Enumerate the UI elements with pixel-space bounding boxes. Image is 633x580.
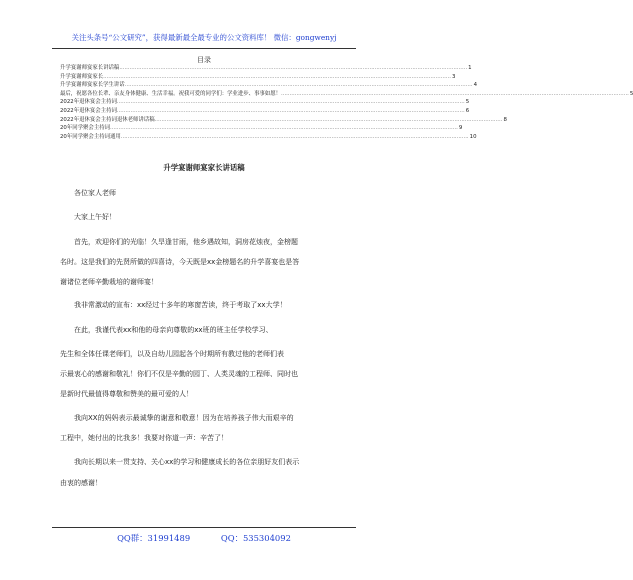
toc-leader [281, 90, 629, 99]
toc-item-page: 8 [503, 116, 507, 123]
toc-leader [110, 124, 458, 133]
toc-item-text: 升学宴谢师宴家长学生讲话 [60, 82, 125, 89]
paragraph-line: 谢诸位老师辛勤栽培的谢师宴！ [60, 278, 158, 286]
toc-item[interactable] [60, 116, 507, 125]
toc-item[interactable] [60, 81, 477, 90]
footer-divider [52, 527, 356, 528]
qq-group-text: QQ群：31991489 [117, 533, 191, 543]
toc-leader [117, 98, 465, 107]
paragraph-line: 我向长期以来一贯支持、关心xx的学习和健康成长的各位亲朋好友们表示 [74, 458, 300, 466]
toc-item-page: 1 [468, 65, 472, 71]
document-title: 升学宴谢师宴家长讲话稿 [163, 163, 245, 172]
toc-item[interactable] [60, 124, 463, 133]
table-of-contents [60, 64, 633, 141]
toc-leader [117, 107, 465, 116]
toc-leader [103, 73, 451, 82]
toc-leader [155, 116, 503, 125]
paragraph-line: 名时。这是我们的先贤所做的四喜诗，今天既是xx金榜题名的升学喜宴也是答 [60, 258, 300, 266]
paragraph-line: 先生和全体任课老师们，以及自幼儿园起各个时期所有教过他的老师们表 [60, 350, 284, 358]
toc-item-text: 2022年退休宴会主持词退休老师讲话稿 [60, 116, 155, 123]
toc-item-page: 3 [452, 73, 456, 80]
paragraph-line: 工程中，她付出的比我多！我要对你道一声：辛苦了！ [60, 434, 228, 442]
toc-item-text: 20年同学聚会主持词 [60, 125, 110, 132]
toc-item[interactable] [60, 73, 456, 82]
toc-item-page: 6 [465, 107, 470, 114]
toc-item-page: 9 [458, 125, 463, 132]
toc-item-text: 2022年退休宴会主持词 [60, 107, 117, 114]
toc-item[interactable] [60, 90, 633, 99]
toc-item-text: 最后，祝愿各位长辈、亲友身体健康、生活幸福。祝我可爱的同学们：学业进步、事事如愿！ [60, 90, 282, 97]
salutation-line: 各位家人老师 [74, 189, 116, 197]
paragraph-line: 由衷的感谢！ [60, 479, 102, 487]
header-text: 关注头条号“公文研究”，获得最新最全最专业的公文资料库！ 微信：gongwenyj [71, 33, 337, 42]
toc-item[interactable] [60, 133, 477, 142]
paragraph-line: 首先，欢迎你们的光临！久旱逢甘雨，他乡遇故知，洞房花烛夜，金榜题 [74, 238, 298, 246]
paragraph-line: 在此，我谨代表xx和他的母亲向尊敬的xx班的班主任学校学习、 [74, 326, 273, 334]
toc-item-text: 20年同学聚会主持词通用 [60, 133, 121, 140]
header-divider [52, 48, 356, 49]
toc-leader [121, 133, 469, 142]
toc-title: 目录 [197, 56, 211, 64]
toc-item[interactable] [60, 64, 472, 73]
toc-leader [119, 64, 467, 73]
qq-text: QQ：535304092 [220, 533, 291, 543]
toc-item-page: 5 [629, 90, 633, 97]
toc-item[interactable] [60, 98, 470, 107]
toc-item-page: 5 [465, 99, 470, 106]
toc-item-page: 4 [473, 82, 477, 89]
toc-item-page: 10 [469, 133, 477, 140]
toc-item[interactable] [60, 107, 470, 116]
toc-item-text: 升学宴谢师宴家长 [60, 73, 104, 80]
paragraph-line: 是新时代最值得尊敬和赞美的最可爱的人！ [60, 390, 193, 398]
paragraph-line: 示最衷心的感谢和敬礼！你们不仅是辛勤的园丁、人类灵魂的工程师、同时也 [60, 370, 298, 378]
paragraph-line: 我非常激动的宣布：xx经过十多年的寒窗苦读，终于考取了xx大学！ [74, 301, 287, 309]
page-header [52, 20, 356, 48]
toc-item-text: 升学宴谢师宴家长讲话稿 [60, 65, 120, 71]
paragraph-line: 我向XX的妈妈表示最诚挚的谢意和敬意！因为在培养孩子伟大而艰辛的 [74, 414, 294, 422]
toc-leader [125, 81, 473, 90]
toc-item-text: 2022年退休宴会主持词 [60, 99, 117, 106]
page-footer [52, 532, 356, 544]
greeting-line: 大家上午好！ [74, 213, 116, 221]
